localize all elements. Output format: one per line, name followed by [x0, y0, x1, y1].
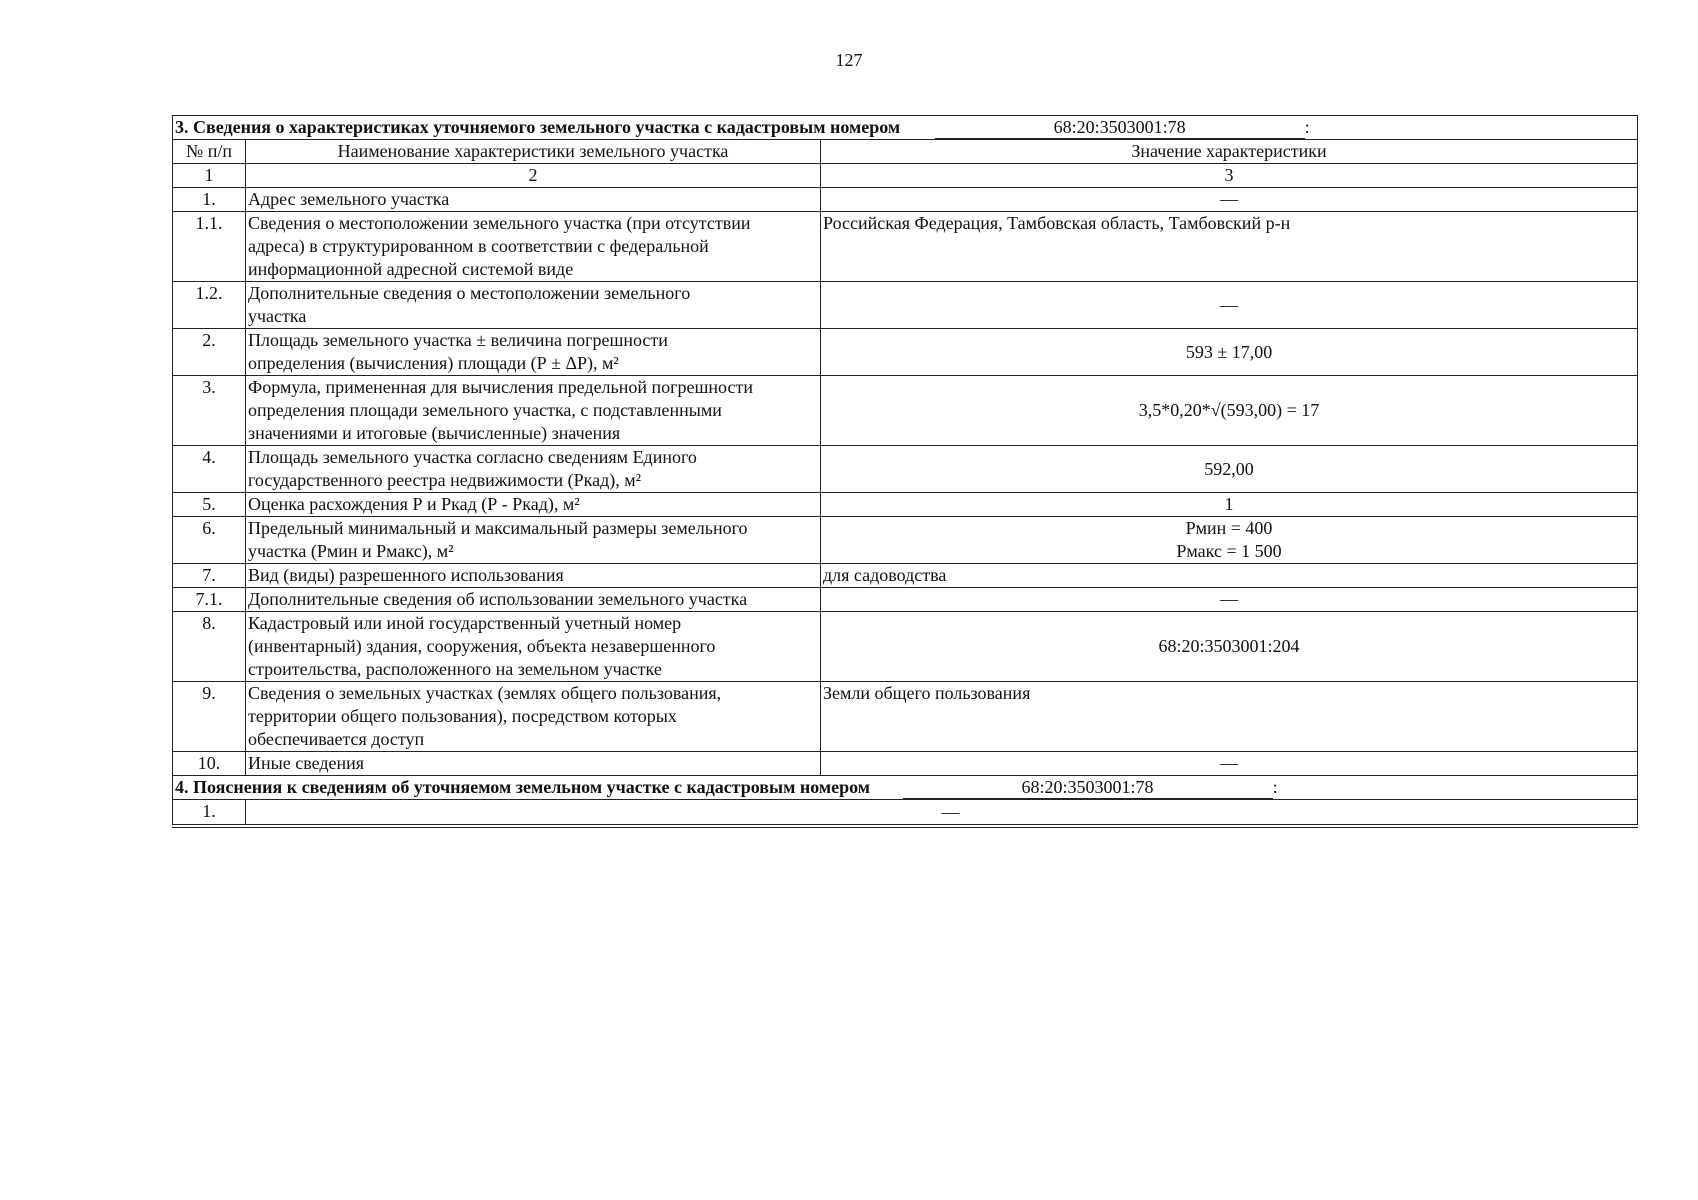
characteristic-name-line: Иные сведения	[248, 753, 365, 773]
row-number: 1.1.	[173, 212, 246, 282]
characteristic-value-line: —	[1220, 589, 1238, 609]
characteristic-name-line: информационной адресной системой виде	[248, 259, 574, 279]
page-number: 127	[835, 50, 863, 70]
characteristic-name-line: участка (Рмин и Рмакс), м²	[248, 541, 454, 561]
characteristic-value	[821, 517, 1638, 564]
table-row	[173, 188, 1638, 212]
characteristic-value-line: 3,5*0,20*√(593,00) = 17	[1138, 400, 1320, 420]
column-number-2: 2	[246, 164, 821, 188]
row-number: 7.	[173, 564, 246, 588]
characteristic-value	[821, 376, 1638, 446]
characteristic-name-line: определения площади земельного участка, с подставленными	[248, 400, 722, 420]
section4-title: 4. Пояснения к сведениям об уточняемом земельном участке с кадастровым номером	[175, 777, 871, 797]
characteristic-value-line: —	[1220, 294, 1238, 315]
characteristic-name-line: Площадь земельного участка ± величина погрешности	[248, 330, 668, 350]
header-name: Наименование характеристики земельного участка	[246, 140, 821, 164]
section4-cadastral-number: 68:20:3503001:78	[903, 776, 1273, 799]
characteristic-value-line: Российская Федерация, Тамбовская область, Тамбовский р-н	[823, 213, 1291, 233]
section3-header-row	[173, 116, 1638, 140]
row-number: 1.	[173, 188, 246, 212]
characteristic-name-line: Предельный минимальный и максимальный размеры земельного	[248, 518, 748, 538]
table-row	[173, 329, 1638, 376]
table-row	[173, 493, 1638, 517]
characteristic-value-line: —	[1220, 189, 1238, 209]
characteristic-value-line: 68:20:3503001:204	[1158, 636, 1300, 656]
row-number: 4.	[173, 446, 246, 493]
section3-cadastral-number: 68:20:3503001:78	[935, 116, 1305, 139]
characteristic-name-line: Сведения о местоположении земельного участка (при отсутствии	[248, 213, 751, 233]
table-row	[173, 376, 1638, 446]
characteristic-value-line: —	[1220, 753, 1238, 773]
section3-rows	[173, 188, 1638, 776]
column-number-3: 3	[821, 164, 1638, 188]
section4-colon: :	[1272, 777, 1278, 797]
characteristic-value-line: 592,00	[1204, 458, 1254, 479]
row-number: 10.	[173, 752, 246, 776]
characteristic-name-line: значениями и итоговые (вычисленные) значения	[248, 423, 621, 443]
characteristic-value-line: Рмакс = 1 500	[1176, 541, 1282, 561]
characteristic-name-line: Дополнительные сведения об использовании земельного участка	[248, 589, 748, 609]
characteristic-name-line: Площадь земельного участка согласно сведениям Единого	[248, 447, 697, 467]
characteristic-name-line: государственного реестра недвижимости (Ркад), м²	[248, 470, 642, 490]
row-number: 3.	[173, 376, 246, 446]
characteristic-value	[821, 282, 1638, 329]
row-number: 9.	[173, 682, 246, 752]
characteristic-name	[246, 329, 821, 376]
table-row	[173, 446, 1638, 493]
header-value: Значение характеристики	[821, 140, 1638, 164]
section3-title: 3. Сведения о характеристиках уточняемого земельного участка с кадастровым номером	[175, 117, 901, 137]
table-row	[173, 752, 1638, 776]
characteristic-name	[246, 517, 821, 564]
section4-header	[173, 776, 1638, 800]
characteristic-value-line: 593 ± 17,00	[1185, 341, 1273, 362]
column-number-1: 1	[173, 164, 246, 188]
table-row	[173, 564, 1638, 588]
characteristic-value	[821, 564, 1638, 588]
characteristic-name	[246, 752, 821, 776]
section4-row-value: —	[246, 800, 1638, 827]
characteristic-value-line: 1	[1224, 494, 1234, 514]
characteristic-name-line: Оценка расхождения Р и Ркад (Р - Ркад), м²	[248, 494, 580, 514]
table-row	[173, 682, 1638, 752]
characteristic-name-line: Дополнительные сведения о местоположении земельного	[248, 283, 691, 303]
characteristic-name-line: Сведения о земельных участках (землях общего пользования,	[248, 683, 722, 703]
column-number-row	[173, 164, 1638, 188]
characteristic-value	[821, 588, 1638, 612]
characteristic-name	[246, 564, 821, 588]
characteristic-name-line: Адрес земельного участка	[248, 189, 450, 209]
characteristic-value	[821, 188, 1638, 212]
table-row	[173, 282, 1638, 329]
characteristic-name-line: (инвентарный) здания, сооружения, объекта незавершенного	[248, 636, 716, 656]
characteristic-value-line: Земли общего пользования	[823, 683, 1031, 703]
characteristic-name	[246, 212, 821, 282]
section4-header-row	[173, 776, 1638, 800]
row-number: 8.	[173, 612, 246, 682]
characteristic-name	[246, 588, 821, 612]
table-row	[173, 212, 1638, 282]
characteristic-name	[246, 493, 821, 517]
section3-colon: :	[1304, 117, 1310, 137]
characteristic-value	[821, 493, 1638, 517]
header-number: № п/п	[173, 140, 246, 164]
characteristic-name	[246, 682, 821, 752]
characteristic-value	[821, 682, 1638, 752]
column-header-row	[173, 140, 1638, 164]
characteristic-value-line: для садоводства	[823, 565, 947, 585]
characteristic-value-line: Рмин = 400	[1185, 518, 1273, 538]
characteristic-name-line: территории общего пользования), посредством которых	[248, 706, 677, 726]
characteristic-name	[246, 446, 821, 493]
row-number: 6.	[173, 517, 246, 564]
characteristic-name-line: адреса) в структурированном в соответствии с федеральной	[248, 236, 709, 256]
table-row	[173, 588, 1638, 612]
characteristic-name-line: Кадастровый или иной государственный учетный номер	[248, 613, 682, 633]
table-row	[173, 612, 1638, 682]
section4-row	[173, 800, 1638, 827]
characteristic-value	[821, 446, 1638, 493]
characteristic-name-line: обеспечивается доступ	[248, 729, 425, 749]
characteristic-name	[246, 376, 821, 446]
row-number: 5.	[173, 493, 246, 517]
characteristic-name-line: определения (вычисления) площади (Р ± ΔР), м²	[248, 353, 619, 373]
characteristic-name	[246, 188, 821, 212]
characteristic-value	[821, 612, 1638, 682]
section3-header	[173, 116, 1638, 140]
characteristic-name-line: строительства, расположенного на земельном участке	[248, 659, 662, 679]
characteristic-value	[821, 329, 1638, 376]
row-number: 1.2.	[173, 282, 246, 329]
characteristic-name	[246, 282, 821, 329]
characteristic-name-line: участка	[248, 306, 307, 326]
row-number: 2.	[173, 329, 246, 376]
table-row	[173, 517, 1638, 564]
characteristic-value	[821, 752, 1638, 776]
cadastral-form-table	[172, 115, 1638, 828]
characteristic-name-line: Формула, примененная для вычисления предельной погрешности	[248, 377, 753, 397]
section4-row-number: 1.	[173, 800, 246, 827]
characteristic-value	[821, 212, 1638, 282]
characteristic-name	[246, 612, 821, 682]
row-number: 7.1.	[173, 588, 246, 612]
characteristic-name-line: Вид (виды) разрешенного использования	[248, 565, 564, 585]
